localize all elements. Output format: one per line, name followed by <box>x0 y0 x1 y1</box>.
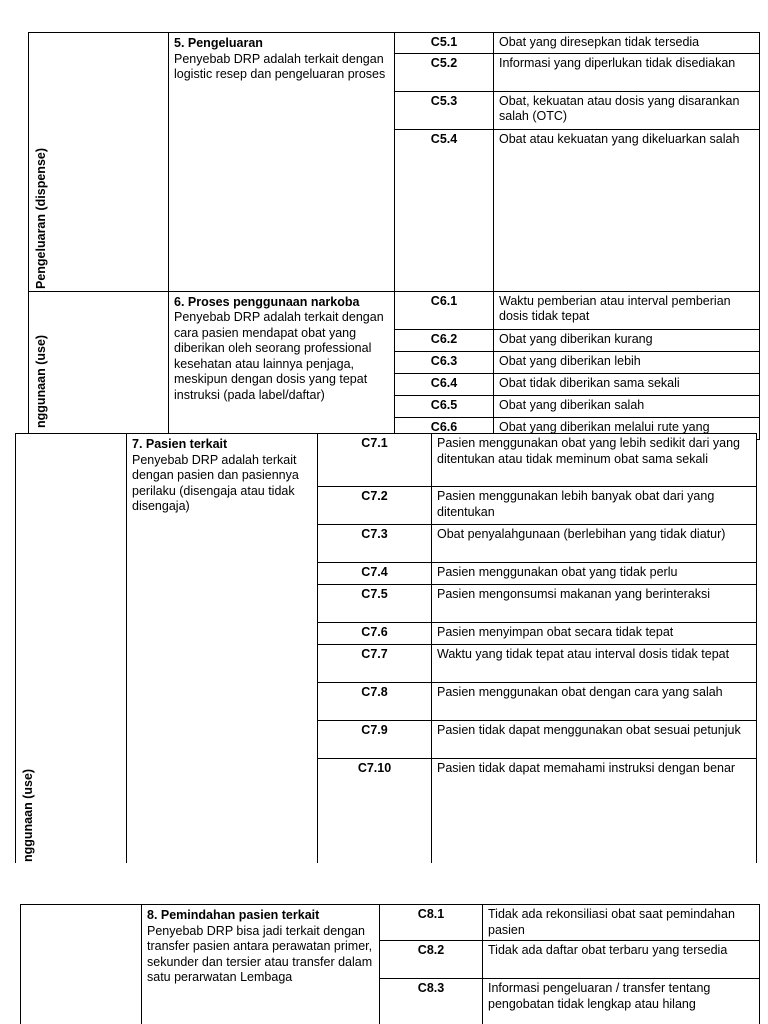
side-label-cell-use <box>16 434 127 863</box>
row-code: C7.1 <box>318 434 432 487</box>
row-code: C8.1 <box>380 905 483 941</box>
row-text: Obat atau kekuatan yang dikeluarkan salah <box>494 129 760 291</box>
transfer-table <box>20 904 760 1024</box>
row-code: C6.3 <box>395 351 494 373</box>
row-text: Pasien mengonsumsi makanan yang berinteraksi <box>432 585 757 623</box>
row-text: Pasien menggunakan obat dengan cara yang salah <box>432 683 757 721</box>
section-6-description: Penyebab DRP adalah terkait dengan cara pasien mendapat obat yang diberikan oleh seorang professional kesehatan atau lainnya penjaga, meskipun dengan dosis yang tepat instruksi (pada label/daftar) <box>174 310 384 402</box>
row-text: Obat yang diberikan salah <box>494 395 760 417</box>
row-text: Tidak ada daftar obat terbaru yang tersedia <box>483 941 760 979</box>
row-text: Pasien tidak dapat menggunakan obat sesuai petunjuk <box>432 721 757 759</box>
row-text: Obat yang diberikan kurang <box>494 329 760 351</box>
row-code: C6.4 <box>395 373 494 395</box>
row-text: Pasien menyimpan obat secara tidak tepat <box>432 623 757 645</box>
row-text: Obat, kekuatan atau dosis yang disarankan salah (OTC) <box>494 91 760 129</box>
section-5-title: 5. Pengeluaran <box>174 36 263 50</box>
row-code: C6.5 <box>395 395 494 417</box>
row-code: C6.6 <box>395 417 494 439</box>
side-label-cell-use <box>29 291 169 439</box>
row-text: Waktu yang tidak tepat atau interval dosis tidak tepat <box>432 645 757 683</box>
row-code: C7.6 <box>318 623 432 645</box>
dispense-table <box>28 32 760 440</box>
row-code: C7.7 <box>318 645 432 683</box>
section-5-description: Penyebab DRP adalah terkait dengan logistic resep dan pengeluaran proses <box>174 51 386 81</box>
row-text: Pasien menggunakan obat yang tidak perlu <box>432 563 757 585</box>
row-text: Obat penyalahgunaan (berlebihan yang tidak diatur) <box>432 525 757 563</box>
side-label-use: nggunaan (use) <box>21 768 35 862</box>
section-8-cell <box>142 905 380 1024</box>
row-code: C7.9 <box>318 721 432 759</box>
row-text: Pasien menggunakan obat yang lebih sedikit dari yang ditentukan atau tidak meminum obat sama sekali <box>432 434 757 487</box>
row-text: Obat yang diberikan lebih <box>494 351 760 373</box>
row-code: C5.1 <box>395 33 494 54</box>
section-5-cell <box>169 33 395 292</box>
row-code: C8.3 <box>380 979 483 1024</box>
row-code: C7.8 <box>318 683 432 721</box>
row-text: Tidak ada rekonsiliasi obat saat pemindahan pasien <box>483 905 760 941</box>
row-code: C5.3 <box>395 91 494 129</box>
row-code: C7.2 <box>318 487 432 525</box>
row-code: C8.2 <box>380 941 483 979</box>
row-text: Obat yang diresepkan tidak tersedia <box>494 33 760 54</box>
row-code: C5.4 <box>395 129 494 291</box>
section-6-cell <box>169 291 395 439</box>
section-8-title: 8. Pemindahan pasien terkait <box>147 908 320 922</box>
row-code: C7.3 <box>318 525 432 563</box>
row-code: C7.4 <box>318 563 432 585</box>
row-text: Informasi yang diperlukan tidak disediakan <box>494 53 760 91</box>
side-label-dispense: Pengeluaran (dispense) <box>34 147 48 289</box>
row-text: Obat yang diberikan melalui rute yang <box>494 417 760 439</box>
row-code: C7.5 <box>318 585 432 623</box>
patient-table <box>15 433 757 863</box>
section-7-title: 7. Pasien terkait <box>132 437 228 451</box>
row-text: Informasi pengeluaran / transfer tentang pengobatan tidak lengkap atau hilang <box>483 979 760 1024</box>
row-code: C6.2 <box>395 329 494 351</box>
row-text: Pasien tidak dapat memahami instruksi dengan benar <box>432 759 757 863</box>
row-text: Pasien menggunakan lebih banyak obat dari yang ditentukan <box>432 487 757 525</box>
row-code: C7.10 <box>318 759 432 863</box>
section-8-description: Penyebab DRP bisa jadi terkait dengan transfer pasien antara perawatan primer, sekunder dan tersier atau transfer dalam satu perarwatan Lembaga <box>147 923 373 984</box>
row-text: Obat tidak diberikan sama sekali <box>494 373 760 395</box>
row-code: C6.1 <box>395 291 494 329</box>
side-label-use: nggunaan (use) <box>34 334 48 428</box>
row-text: Waktu pemberian atau interval pemberian dosis tidak tepat <box>494 291 760 329</box>
row-code: C5.2 <box>395 53 494 91</box>
side-label-cell-dispense <box>29 33 169 292</box>
section-6-title: 6. Proses penggunaan narkoba <box>174 294 360 309</box>
section-7-description: Penyebab DRP adalah terkait dengan pasien dan pasiennya perilaku (disengaja atau tidak disengaja) <box>132 452 299 513</box>
side-label-cell-transfer <box>21 905 142 1024</box>
section-7-cell <box>127 434 318 863</box>
